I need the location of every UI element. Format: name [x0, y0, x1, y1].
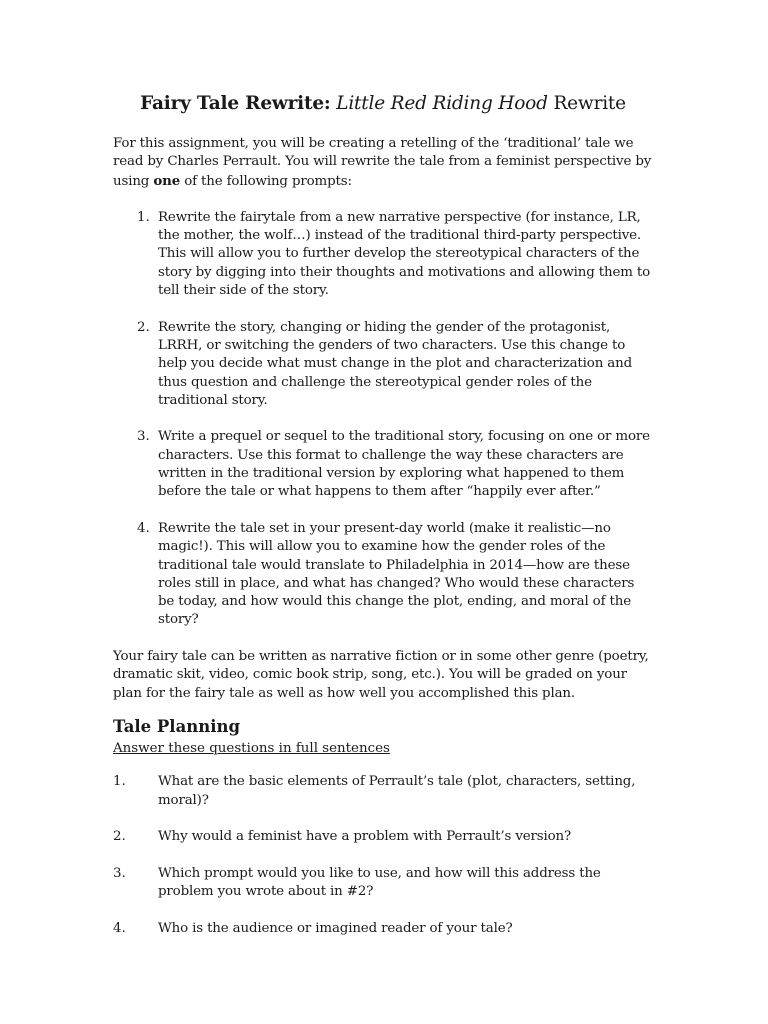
title-bold-part: Fairy Tale Rewrite: [140, 93, 331, 114]
question-item [113, 828, 653, 846]
question-text: What are the basic elements of Perrault’s tale (plot, characters, setting, moral)? [158, 774, 636, 808]
intro-bold-word: one [153, 172, 181, 189]
intro-text-before: For this assignment, you will be creating a retelling of the ‘traditional’ tale we read by Charles Perrault. You will rewrite the tale from a feminist perspective by using [113, 136, 652, 189]
prompt-text: Write a prequel or sequel to the traditional story, focusing on one or more characters. Use this format to challenge the way these characters are written in the traditional version by exploring what happened to them before the tale or what happens to them after “happily ever after.” [158, 429, 650, 500]
question-list [113, 773, 653, 938]
question-text: Who is the audience or imagined reader of your tale? [158, 920, 513, 936]
prompt-number: 4. [137, 520, 150, 536]
question-text: Which prompt would you like to use, and how will this address the problem you wrote about in #2? [158, 865, 601, 899]
question-item [113, 865, 653, 902]
intro-paragraph [113, 135, 653, 191]
intro-text-after: of the following prompts: [180, 173, 352, 189]
prompt-number: 1. [137, 209, 150, 225]
prompt-item [113, 520, 653, 630]
prompt-text: Rewrite the fairytale from a new narrative perspective (for instance, LR, the mother, the wolf…) instead of the traditional third-party perspective. This will allow you to further develop the stereotypical characters of the story by digging into their thoughts and motivations and allowing them to tell their side of the story. [158, 209, 651, 299]
closing-paragraph: Your fairy tale can be written as narrative fiction or in some other genre (poetry, dramatic skit, video, comic book strip, song, etc.). You will be graded on your plan for the fairy tale as well as how well you accomplished this plan. [113, 649, 649, 701]
prompt-item [113, 428, 653, 501]
prompt-number: 2. [137, 319, 150, 335]
section-heading-tale-planning: Tale Planning [113, 716, 241, 736]
question-number: 3. [113, 865, 126, 881]
prompt-number: 3. [137, 429, 150, 445]
question-number: 2. [113, 829, 126, 845]
page-title [113, 92, 653, 116]
prompt-text: Rewrite the story, changing or hiding the gender of the protagonist, LRRH, or switching the genders of two characters. Use this change to help you decide what must change in the plot and characterization and thus question and challenge the stereotypical gender roles of the traditional story. [158, 319, 633, 408]
prompt-item [113, 209, 653, 300]
question-number: 1. [113, 774, 126, 790]
question-item [113, 920, 653, 938]
section-subheading: Answer these questions in full sentences [113, 740, 390, 756]
title-tail: Rewrite [553, 93, 626, 114]
question-number: 4. [113, 920, 126, 936]
question-text: Why would a feminist have a problem with Perrault’s version? [158, 829, 572, 845]
prompt-list [113, 209, 653, 630]
question-item [113, 773, 653, 810]
prompt-text: Rewrite the tale set in your present-day world (make it realistic—no magic!). This will allow you to examine how the gender roles of the traditional tale would translate to Philadelphia in 2014—how are these roles still in place, and what has changed? Who would these characters be today, and how would this change the plot, ending, and moral of the story? [158, 520, 635, 628]
prompt-item [113, 319, 653, 410]
title-italic-part: Little Red Riding Hood [336, 93, 548, 114]
